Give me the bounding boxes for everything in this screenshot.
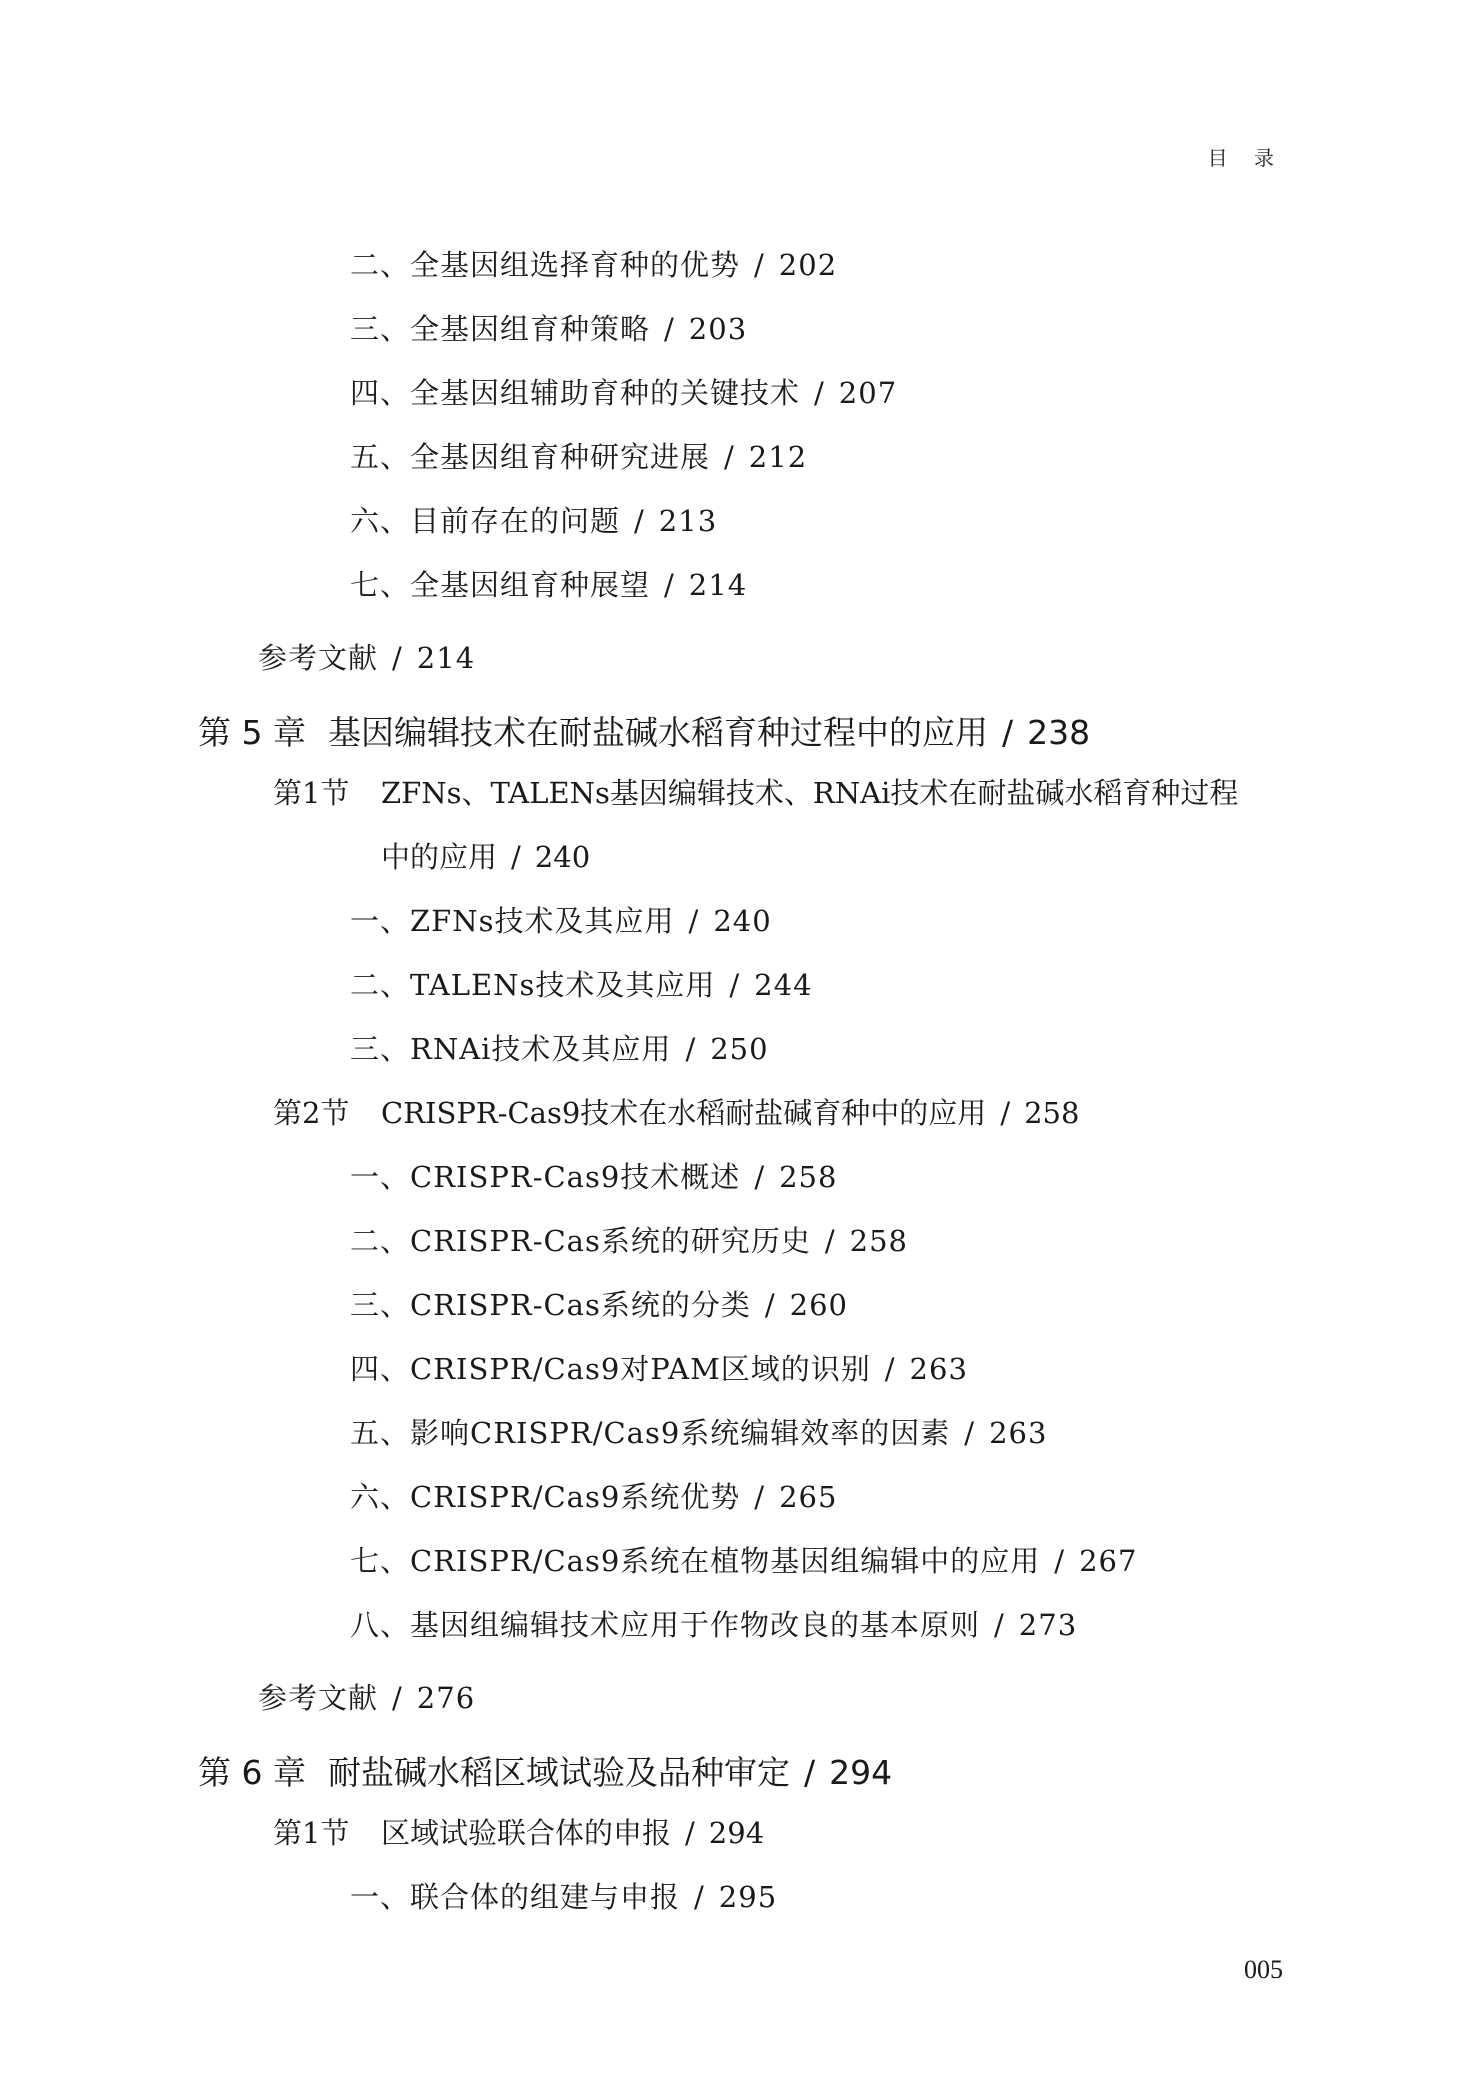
chapter-number: 第 5 章 xyxy=(198,713,306,752)
section-title: CRISPR-Cas9技术在水稻耐盐碱育种中的应用 xyxy=(381,1096,987,1130)
toc-page-number: 238 xyxy=(1027,713,1091,752)
toc-page-number: 203 xyxy=(688,312,748,346)
toc-item[interactable]: 六、目前存在的问题 / 213 xyxy=(350,504,718,538)
toc-item[interactable]: 一、ZFNs技术及其应用 / 240 xyxy=(350,904,772,938)
toc-item[interactable]: 一、联合体的组建与申报 / 295 xyxy=(350,1880,778,1914)
toc-references[interactable]: 参考文献 / 214 xyxy=(258,641,476,675)
toc-page-number: 295 xyxy=(718,1880,778,1914)
toc-references[interactable]: 参考文献 / 276 xyxy=(258,1681,476,1715)
toc-item-title: 参考文献 xyxy=(258,1681,379,1715)
toc-page-number: 250 xyxy=(710,1032,769,1066)
toc-item-title: 二、CRISPR-Cas系统的研究历史 xyxy=(350,1224,811,1258)
toc-page-number: 240 xyxy=(713,904,772,938)
toc-chapter-6[interactable]: 第 6 章 耐盐碱水稻区域试验及品种审定 / 294 xyxy=(198,1747,892,1794)
section-title: 区域试验联合体的申报 xyxy=(381,1816,672,1850)
toc-item[interactable]: 四、全基因组辅助育种的关键技术 / 207 xyxy=(350,376,898,410)
toc-page-number: 202 xyxy=(778,248,838,282)
toc-item-title: 六、CRISPR/Cas9系统优势 xyxy=(350,1480,741,1514)
toc-item-title: 七、全基因组育种展望 xyxy=(350,568,651,602)
toc-section[interactable]: 第2节 CRISPR-Cas9技术在水稻耐盐碱育种中的应用 / 258 xyxy=(273,1091,1079,1132)
toc-page-number: 276 xyxy=(416,1681,476,1715)
toc-section-continuation[interactable]: 中的应用 / 240 xyxy=(381,840,591,874)
toc-section[interactable]: 第1节 区域试验联合体的申报 / 294 xyxy=(273,1811,764,1852)
toc-item[interactable]: 三、RNAi技术及其应用 / 250 xyxy=(350,1032,769,1066)
toc-item[interactable]: 一、CRISPR-Cas9技术概述 / 258 xyxy=(350,1160,838,1194)
toc-page-number: 213 xyxy=(658,504,718,538)
toc-item-title: 参考文献 xyxy=(258,641,379,675)
section-number: 第1节 xyxy=(273,776,350,810)
toc-page-number: 294 xyxy=(708,1816,765,1850)
toc-item-title: 五、全基因组育种研究进展 xyxy=(350,440,711,474)
toc-page-number: 214 xyxy=(688,568,748,602)
toc-item-title: 三、RNAi技术及其应用 xyxy=(350,1032,672,1066)
toc-item[interactable]: 八、基因组编辑技术应用于作物改良的基本原则 / 273 xyxy=(350,1608,1078,1642)
toc-page-number: 214 xyxy=(416,641,476,675)
toc-item-title: 一、联合体的组建与申报 xyxy=(350,1880,681,1914)
toc-chapter-5[interactable]: 第 5 章 基因编辑技术在耐盐碱水稻育种过程中的应用 / 238 xyxy=(198,707,1090,754)
toc-item-title: 八、基因组编辑技术应用于作物改良的基本原则 xyxy=(350,1608,981,1642)
chapter-title: 基因编辑技术在耐盐碱水稻育种过程中的应用 xyxy=(328,713,988,752)
toc-item-title: 三、CRISPR-Cas系统的分类 xyxy=(350,1288,751,1322)
toc-item[interactable]: 四、CRISPR/Cas9对PAM区域的识别 / 263 xyxy=(350,1352,968,1386)
toc-item-title: 七、CRISPR/Cas9系统在植物基因组编辑中的应用 xyxy=(350,1544,1041,1578)
toc-page-number: 273 xyxy=(1018,1608,1078,1642)
toc-item[interactable]: 七、CRISPR/Cas9系统在植物基因组编辑中的应用 / 267 xyxy=(350,1544,1138,1578)
toc-item-title: 一、ZFNs技术及其应用 xyxy=(350,904,675,938)
toc-item-title: 五、影响CRISPR/Cas9系统编辑效率的因素 xyxy=(350,1416,951,1450)
toc-item[interactable]: 二、全基因组选择育种的优势 / 202 xyxy=(350,248,838,282)
section-title-continued: 中的应用 xyxy=(381,840,498,874)
section-title: ZFNs、TALENs基因编辑技术、RNAi技术在耐盐碱水稻育种过程 xyxy=(381,776,1239,810)
section-number: 第2节 xyxy=(273,1096,350,1130)
toc-item[interactable]: 三、CRISPR-Cas系统的分类 / 260 xyxy=(350,1288,848,1322)
toc-item[interactable]: 二、TALENs技术及其应用 / 244 xyxy=(350,968,813,1002)
toc-item-title: 六、目前存在的问题 xyxy=(350,504,621,538)
toc-page-number: 267 xyxy=(1079,1544,1138,1578)
toc-item-title: 一、CRISPR-Cas9技术概述 xyxy=(350,1160,741,1194)
toc-page-number: 212 xyxy=(748,440,808,474)
toc-page-number: 240 xyxy=(534,840,591,874)
toc-page-number: 258 xyxy=(1024,1096,1080,1130)
toc-page-number: 294 xyxy=(829,1753,893,1792)
toc-item[interactable]: 二、CRISPR-Cas系统的研究历史 / 258 xyxy=(350,1224,908,1258)
section-number: 第1节 xyxy=(273,1816,350,1850)
chapter-title: 耐盐碱水稻区域试验及品种审定 xyxy=(328,1753,790,1792)
toc-page-number: 207 xyxy=(838,376,898,410)
toc-item-title: 四、CRISPR/Cas9对PAM区域的识别 xyxy=(350,1352,871,1386)
toc-section[interactable] xyxy=(273,771,1238,812)
toc-item[interactable]: 三、全基因组育种策略 / 203 xyxy=(350,312,748,346)
toc-item[interactable]: 五、影响CRISPR/Cas9系统编辑效率的因素 / 263 xyxy=(350,1416,1048,1450)
toc-item-title: 二、全基因组选择育种的优势 xyxy=(350,248,741,282)
toc-item[interactable]: 五、全基因组育种研究进展 / 212 xyxy=(350,440,808,474)
toc-page-number: 258 xyxy=(779,1160,838,1194)
page-number: 005 xyxy=(1244,1955,1283,1984)
toc-item-title: 二、TALENs技术及其应用 xyxy=(350,968,716,1002)
toc-page-number: 265 xyxy=(779,1480,838,1514)
toc-item[interactable]: 六、CRISPR/Cas9系统优势 / 265 xyxy=(350,1480,838,1514)
toc-page-number: 258 xyxy=(849,1224,908,1258)
toc-item-title: 三、全基因组育种策略 xyxy=(350,312,651,346)
toc-page-number: 260 xyxy=(789,1288,848,1322)
toc-page-number: 263 xyxy=(909,1352,968,1386)
running-header: 目 录 xyxy=(1207,146,1284,170)
toc-item-title: 四、全基因组辅助育种的关键技术 xyxy=(350,376,801,410)
toc-item[interactable]: 七、全基因组育种展望 / 214 xyxy=(350,568,748,602)
toc-page-number: 263 xyxy=(989,1416,1048,1450)
toc-page-number: 244 xyxy=(754,968,813,1002)
chapter-number: 第 6 章 xyxy=(198,1753,306,1792)
